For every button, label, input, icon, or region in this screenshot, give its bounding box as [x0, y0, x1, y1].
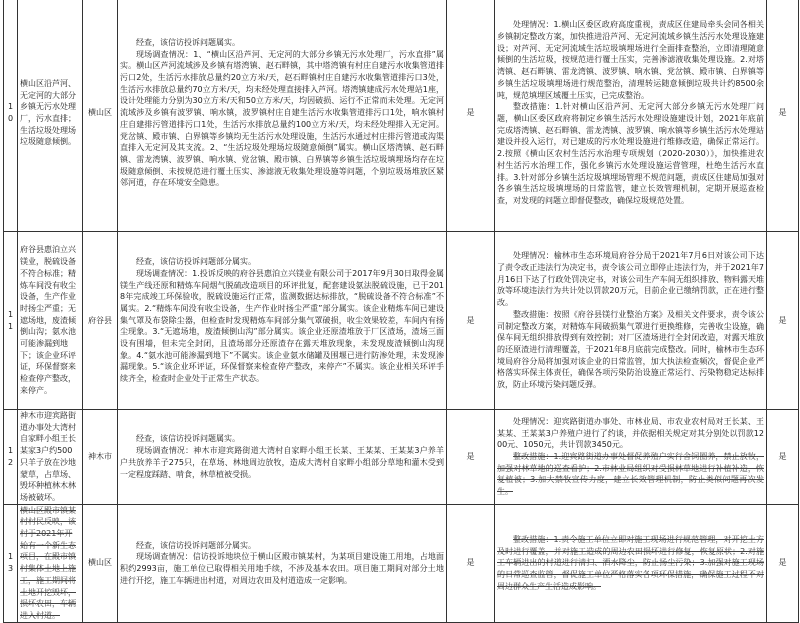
- table-row: [4, 232, 799, 410]
- handling-and-rectification: [495, 0, 767, 232]
- handling-and-rectification: [495, 232, 767, 410]
- county-cell: 府谷县: [83, 232, 118, 410]
- investigation-findings: [118, 504, 447, 622]
- closed-cell: 是: [767, 232, 799, 410]
- rectification-text: 整改措施：1.迎宾路街道办事处督促养殖户实行舍饲圈养，禁止放牧，加强对林草地的巡查看护；2.市林业局组织对受损林草地进行补植补造，恢复植被；3.加大禁牧宣传力度，建立长效管理机制，防止类似问题再次发生。: [497, 451, 764, 497]
- row-number: 11: [4, 232, 18, 410]
- verified-cell: 是: [447, 0, 495, 232]
- finding-conclusion: 经查，该信访投诉问题部分属实。: [136, 540, 256, 550]
- county-cell: 横山区: [83, 504, 118, 622]
- handling-and-rectification: [495, 504, 767, 622]
- table-row: [4, 504, 799, 622]
- complaint-content: 府谷县惠泊立兴镁业，脱硫设备不符合标准；精炼车间没有收尘设备，生产作业时扬尘严重；无遮场地，废渣倾倒山沟；氨水池可能渗漏到地下；该企业环评证，环保督察来检查停产整改，来停产。: [18, 232, 83, 410]
- finding-conclusion: 经查，该信访投诉问题部分属实。: [136, 257, 256, 267]
- finding-conclusion: 经查，该信访投诉问题属实。: [136, 434, 240, 444]
- complaint-content: 横山区殿市镇某村村民反映，该村于2021年开始有一个新生态项目，在殿市镇村集体土地上施工，施工期间将土地开挖毁坏，损坏农田，车辆进入村道。: [18, 504, 83, 622]
- investigation-findings: [118, 0, 447, 232]
- table-row: [4, 410, 799, 505]
- handling-text: 处理情况：迎宾路街道办事处、市林业局、市农业农村局对王长某、王某某、王某某3户养殖户进行了约谈，并依据相关规定对其分别处以罚款1200元、1050元，共计罚款3450元。: [497, 416, 764, 450]
- table-row: [4, 0, 799, 232]
- rectification-text: 整改措施：1.责令施工单位立即对施工现场进行规范管理，对开挖土方及时进行覆盖，并对施工造成的周边农田损坏进行修复，恢复原状；2.对施工车辆进出的村道进行清扫、洒水降尘，防止扬尘污染；3.加强对施工现场的日常巡查监管，督促施工单位严格落实各项环保措施，确保施工过程不对周边群众生产生活造成影响。: [497, 534, 764, 591]
- verified-cell: 是: [447, 232, 495, 410]
- finding-detail: 现场调查情况：信访投诉地块位于横山区殿市镇某村，为某项目建设施工用地，占地面积约2993亩，施工单位已取得相关用地手续，不涉及基本农田。项目施工期间对部分土地进行开挖，施工车辆进出村道，对周边农田及村道造成一定影响。: [120, 552, 444, 585]
- row-number: 12: [4, 410, 18, 505]
- verified-cell: 是: [447, 504, 495, 622]
- finding-detail: 现场调查情况：神木市迎宾路街道大湾村自家畔小组王长某、王某某、王某某3户养羊户共放养羊子275只，在草场、林地周边放牧，造成大湾村自家畔小组部分草地和灌木受到一定程度踩踏、啃食，林草植被受损。: [120, 446, 444, 479]
- finding-detail: 现场调查情况：1、“横山区沿芦河、无定河的大部分乡镇无污水处理厂，污水直排”属实。横山区芦河流域涉及乡镇有塔湾镇、赵石畔镇，其中塔湾镇有村庄自建污水收集管道排污口2处，生活污水排放总量约20立方米/天，赵石畔镇村庄自建污水收集管道排污口3处，生活污水排放总量约70立方米/天，均未经处理直接排入芦河。塔湾镇建成污水处理站1座，设计处理能力分别为30立方米/天和50立方米/天，均因破损、运行不正常而未处理。无定河流域涉及乡镇有波罗镇、响水镇，波罗镇村庄自建生活污水收集管道排污口1处，响水镇村庄自建排污管道排污口1处，生活污水排放总量约100立方米/天，均未经处理排入无定河。党岔镇、殿市镇、白界镇等乡镇均无生活污水处理设施，生活污水通过村庄排污管道或沟渠直排入无定河及其支流。2、“生活垃圾处理场垃圾随意倾倒”属实。横山区塔湾镇、赵石畔镇、雷龙湾镇、波罗镇、响水镇、党岔镇、殿市镇、白界镇等乡镇生活垃圾填埋场均存在垃圾随意倾倒、未按规范进行覆土压实、渗滤液无收集处理设施等问题，个别垃圾场堆放区紧邻河道，存在环境安全隐患。: [120, 49, 444, 188]
- handling-text: 处理情况：榆林市生态环境局府谷分局于2021年7月6日对该公司下达了责令改正违法行为决定书，责令该公司立即停止违法行为，并于2021年7月16日下达了行政处罚决定书，对该公司生产车间无组织排放、物料露天堆放等环境违法行为共计处以罚款20万元，目前企业已缴纳罚款，正在进行整改。: [497, 251, 764, 308]
- rectification-text: 整改措施：按照《府谷县镁行业整治方案》及相关文件要求，责令该公司制定整改方案，对精炼车间破损集气罩进行更换维修，完善收尘设施，确保车间无组织排放得到有效控制；对厂区渣场进行全封闭改造，对露天堆放的还原渣进行清理覆盖，于2021年8月底前完成整改。同时，榆林市生态环境局府谷分局将加强对该企业的日常监管，加大执法检查频次，督促企业严格落实环保主体责任，确保各项污染防治设施正常运行、污染物稳定达标排放，防止环境污染问题反弹。: [497, 309, 764, 390]
- closed-cell: 是: [767, 410, 799, 505]
- handling-text: 处理情况：1.横山区委区政府高度重视，责成区住建局牵头会同各相关乡镇制定整改方案，加快推进沿芦河、无定河流域乡镇生活污水处理设施建设；对芦河、无定河流域生活垃圾填埋场进行全面排查整治，立即清理随意倾倒的生活垃圾，按规范进行覆土压实，完善渗滤液收集处理设施。2.对塔湾镇、赵石畔镇、雷龙湾镇、波罗镇、响水镇、党岔镇、殿市镇、白界镇等乡镇生活垃圾填埋场进行规范整治，清理转运随意倾倒垃圾共计约8500余吨，规范填埋区域覆土压实，已完成整治。: [497, 20, 764, 100]
- complaint-content: 神木市迎宾路街道办事处大湾村自家畔小组王长某家3户约500只羊子放在沙地蒙草，占草场、毁坏种植林木林场被破坏。: [18, 410, 83, 505]
- closed-cell: 是: [767, 0, 799, 232]
- finding-detail: 现场调查情况：1.投诉反映的府谷县惠泊立兴镁业有限公司于2017年9月30日取得金属镁生产线还原和精炼车间烟气脱硫改造项目的环评批复，配套建设氨法脱硫设施，已于2018年完成竣工环保验收，脱硫设施运行正常，监测数据达标排放，“脱硫设备不符合标准”不属实。2.“精炼车间没有收尘设备，生产作业时扬尘严重”部分属实。该企业精炼车间已建设集气罩及布袋除尘器，但检查时发现精炼车间部分集气罩破损，收尘效果较差，车间内有扬尘现象。3.“无遮场地，废渣倾倒山沟”部分属实。该企业还原渣堆放于厂区渣场，渣场三面设有围墙，但未完全封闭，且渣场部分还原渣存在露天堆放现象，未发现废渣倾倒山沟现象。4.“氨水池可能渗漏到地下”不属实。该企业氨水储罐及围堰已进行防渗处理，未发现渗漏现象。5.“该企业环评证，环保督察来检查停产整改，来停产”不属实。该企业相关环评手续齐全，检查时企业处于正常生产状态。: [120, 268, 444, 384]
- handling-and-rectification: [495, 410, 767, 505]
- county-cell: 横山区: [83, 0, 118, 232]
- closed-cell: 是: [767, 504, 799, 622]
- verified-cell: 是: [447, 410, 495, 505]
- county-cell: 神木市: [83, 410, 118, 505]
- investigation-findings: [118, 410, 447, 505]
- rectification-text: 整改措施：1.针对横山区沿芦河、无定河大部分乡镇无污水处理厂问题，横山区委区政府将制定乡镇生活污水处理设施建设计划，2021年底前完成塔湾镇、赵石畔镇、雷龙湾镇、波罗镇、响水镇等乡镇生活污水处理站建设并投入运行，对已建成的污水处理设施进行维修改造，确保正常运行。2.按照《横山区农村生活污水治理专项规划（2020-2030）》，加快推进农村生活污水治理工作，强化乡镇污水处理设施运营管理，杜绝生活污水直排。3.针对部分乡镇生活垃圾填埋场管理不规范问题，责成区住建局加强对各乡镇生活垃圾填埋场的日常监管，建立长效管理机制，定期开展巡查检查，对发现的问题立即督促整改，确保垃圾规范处置。: [497, 102, 764, 205]
- investigation-findings: [118, 232, 447, 410]
- complaint-content: 横山区沿芦河、无定河的大部分乡镇无污水处理厂，污水直排；生活垃圾处理场垃圾随意倾倒。: [18, 0, 83, 232]
- row-number: 10: [4, 0, 18, 232]
- finding-conclusion: 经查，该信访投诉问题属实。: [136, 37, 240, 47]
- row-number: 13: [4, 504, 18, 622]
- petition-table: [3, 0, 799, 623]
